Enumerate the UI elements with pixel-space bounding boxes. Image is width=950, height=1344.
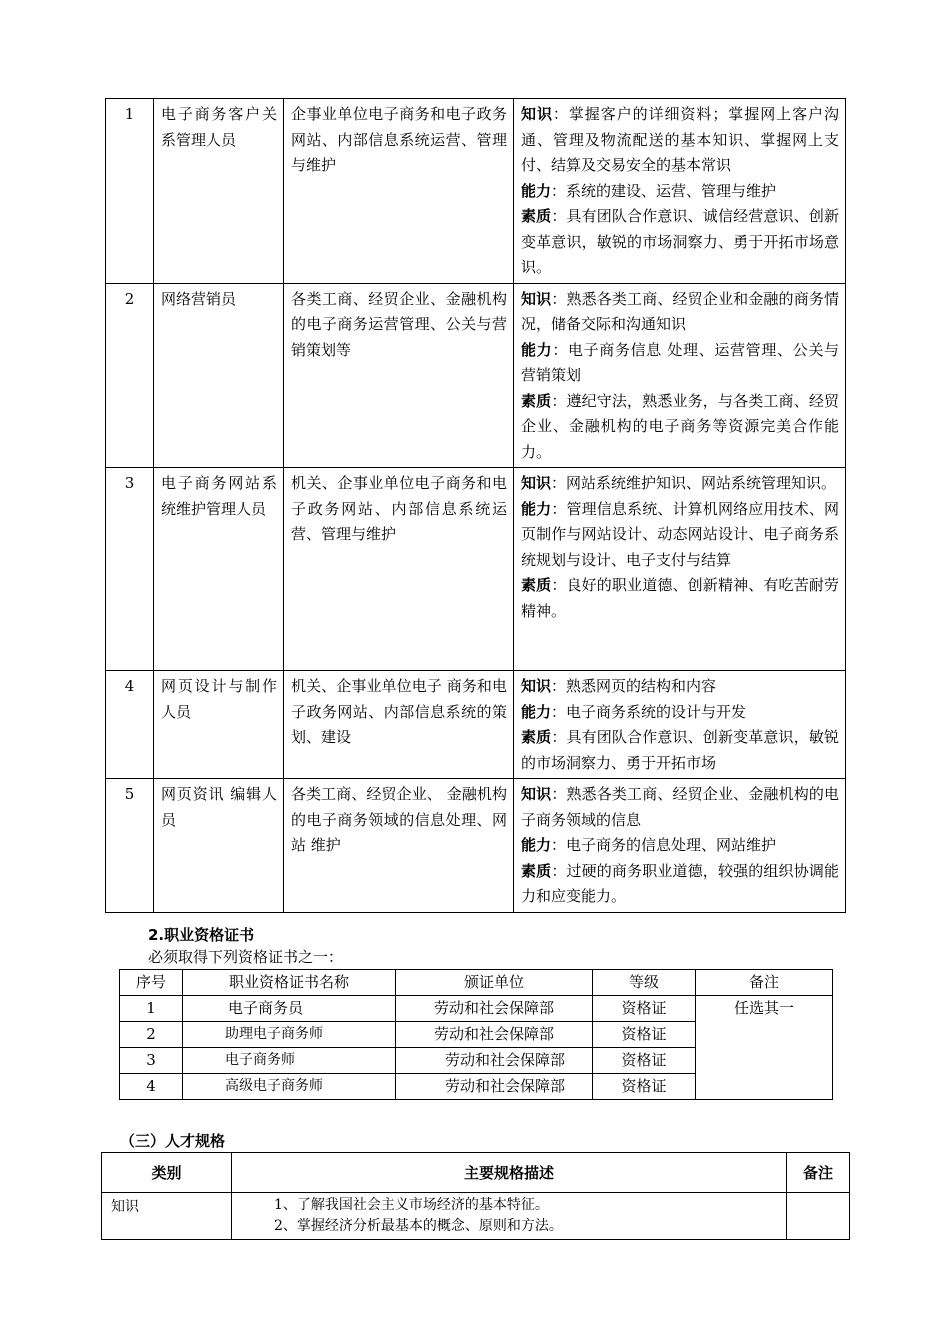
table-row: [106, 283, 846, 468]
cert-issuer: 劳动和社会保障部: [396, 1048, 593, 1074]
knowledge-label: 知识: [521, 677, 552, 695]
cert-name: 电子商务师: [183, 1048, 396, 1074]
position-name: 电子商务网站系统维护管理人员: [154, 468, 284, 671]
cert-name: 助理电子商务师: [183, 1022, 396, 1048]
cert-remark: 任选其一: [696, 996, 833, 1100]
quality-label: 素质: [521, 576, 552, 594]
requirements-cell: [514, 671, 846, 779]
requirements-cell: [514, 468, 846, 671]
cert-level: 资格证: [593, 1022, 696, 1048]
cert-number: 1: [120, 996, 183, 1022]
cert-level: 资格证: [593, 996, 696, 1022]
knowledge-label: 知识: [521, 785, 552, 803]
quality-text: ：过硬的商务职业道德，较强的组织协调能力和应变能力。: [521, 861, 839, 905]
requirements-cell: [514, 99, 846, 284]
cert-issuer: 劳动和社会保障部: [396, 996, 593, 1022]
knowledge-text: ：熟悉各类工商、经贸企业和金融的商务情况，储备交际和沟通知识: [521, 289, 839, 333]
certificates-note: 必须取得下列资格证书之一：: [148, 948, 344, 966]
requirements-cell: [514, 283, 846, 468]
cert-number: 4: [120, 1074, 183, 1100]
ability-requirement: [521, 700, 839, 726]
cert-number: 3: [120, 1048, 183, 1074]
quality-label: 素质: [521, 861, 552, 880]
spec-remark: [787, 1193, 850, 1240]
ability-label: 能力: [521, 702, 552, 721]
position-name: 电子商务客户关系管理人员: [154, 99, 284, 284]
knowledge-requirement: [521, 782, 839, 833]
quality-label: 素质: [521, 207, 552, 225]
certificates-table: [119, 969, 833, 1100]
knowledge-label: 知识: [521, 289, 552, 308]
cert-issuer: 劳动和社会保障部: [396, 1074, 593, 1100]
knowledge-text: ：掌握客户的详细资料；掌握网上客户沟通、管理及物流配送的基本知识、掌握网上支付、结算及交易安全的基本常识: [521, 105, 839, 174]
quality-text: ：遵纪守法，熟悉业务，与各类工商、经贸企业、金融机构的电子商务等资源完美合作能力。: [521, 391, 839, 461]
row-number: 1: [106, 99, 154, 284]
column-header: 颁证单位: [396, 970, 593, 996]
knowledge-label: 知识: [521, 105, 553, 123]
quality-text: ：良好的职业道德、创新精神、有吃苦耐劳精神。: [521, 576, 839, 620]
knowledge-requirement: [521, 674, 839, 700]
quality-requirement: [521, 573, 839, 624]
jobs-table: [105, 98, 846, 913]
table-row: [106, 671, 846, 779]
quality-label: 素质: [521, 391, 552, 410]
knowledge-text: ：熟悉网页的结构和内容: [551, 677, 717, 695]
work-scope: 企事业单位电子商务和电子政务网站、内部信息系统运营、管理与维护: [284, 99, 514, 284]
row-number: 2: [106, 283, 154, 468]
cert-level: 资格证: [593, 1074, 696, 1100]
knowledge-text: ：网站系统维护知识、网站系统管理知识。: [551, 474, 837, 492]
row-number: 3: [106, 468, 154, 671]
column-header: 等级: [593, 970, 696, 996]
column-header: 备注: [787, 1153, 850, 1193]
quality-requirement: [521, 204, 839, 281]
ability-text: ：电子商务系统的设计与开发: [551, 702, 747, 721]
work-scope: 各类工商、经贸企业、 金融机构的电子商务领域的信息处理、网站 维护: [284, 779, 514, 913]
work-scope: 机关、企事业单位电子商务和电子政务网站、内部信息系统运营、管理与维护: [284, 468, 514, 671]
position-name: 网络营销员: [154, 283, 284, 468]
ability-label: 能力: [521, 499, 552, 518]
quality-text: ：具有团队合作意识、诚信经营意识、创新变革意识，敏锐的市场洞察力、勇于开拓市场意识。: [521, 207, 839, 276]
cert-issuer: 劳动和社会保障部: [396, 1022, 593, 1048]
ability-requirement: [521, 338, 839, 389]
column-header: 职业资格证书名称: [183, 970, 396, 996]
spec-description: [232, 1193, 787, 1240]
knowledge-requirement: [521, 287, 839, 338]
column-header: 备注: [696, 970, 833, 996]
quality-requirement: [521, 725, 839, 776]
row-number: 4: [106, 671, 154, 779]
knowledge-requirement: [521, 471, 839, 497]
ability-label: 能力: [521, 836, 552, 854]
spec-item: 1、了解我国社会主义市场经济的基本特征。: [274, 1197, 549, 1213]
column-header: 类别: [102, 1153, 232, 1193]
table-row: [106, 468, 846, 671]
work-scope: 各类工商、经贸企业、金融机构的电子商务运营管理、公关与营销策划等: [284, 283, 514, 468]
ability-text: ：系统的建设、运营、管理与维护: [551, 181, 777, 200]
table-row: [106, 99, 846, 284]
spec-category: 知识: [102, 1193, 232, 1240]
position-name: 网页资讯 编辑人员: [154, 779, 284, 913]
column-header: 主要规格描述: [232, 1153, 787, 1193]
ability-text: ：电子商务的信息处理、网站维护: [551, 836, 777, 854]
row-number: 5: [106, 779, 154, 913]
quality-requirement: [521, 859, 839, 910]
section-title-certificates: 2.职业资格证书: [148, 926, 255, 944]
cert-number: 2: [120, 1022, 183, 1048]
ability-label: 能力: [521, 340, 553, 359]
table-header-row: [120, 970, 833, 996]
table-header-row: [102, 1153, 850, 1193]
section-title-talent-spec: （三）人才规格: [120, 1132, 226, 1150]
quality-requirement: [521, 389, 839, 466]
quality-text: ：具有团队合作意识、创新变革意识，敏锐的市场洞察力、勇于开拓市场: [521, 728, 839, 772]
ability-label: 能力: [521, 181, 552, 200]
ability-requirement: [521, 179, 839, 205]
talent-spec-table: [101, 1152, 850, 1240]
table-row: [102, 1193, 850, 1240]
ability-requirement: [521, 497, 839, 574]
requirements-cell: [514, 779, 846, 913]
position-name: 网页设计与制作人员: [154, 671, 284, 779]
knowledge-text: ：熟悉各类工商、经贸企业、金融机构的电子商务领域的信息: [521, 785, 839, 829]
knowledge-label: 知识: [521, 474, 552, 492]
table-row: [120, 996, 833, 1022]
ability-text: ：管理信息系统、计算机网络应用技术、网页制作与网站设计、动态网站设计、电子商务系统规划与设计、电子支付与结算: [521, 499, 839, 569]
ability-text: ：电子商务信息 处理、运营管理、公关与营销策划: [521, 340, 839, 384]
column-header: 序号: [120, 970, 183, 996]
cert-level: 资格证: [593, 1048, 696, 1074]
work-scope: 机关、企事业单位电子 商务和电子政务网站、内部信息系统的策划、建设: [284, 671, 514, 779]
knowledge-requirement: [521, 102, 839, 179]
cert-name: 电子商务员: [183, 996, 396, 1022]
cert-name: 高级电子商务师: [183, 1074, 396, 1100]
quality-label: 素质: [521, 728, 552, 746]
table-row: [106, 779, 846, 913]
ability-requirement: [521, 833, 839, 859]
spec-item: 2、掌握经济分析最基本的概念、原则和方法。: [274, 1218, 563, 1234]
